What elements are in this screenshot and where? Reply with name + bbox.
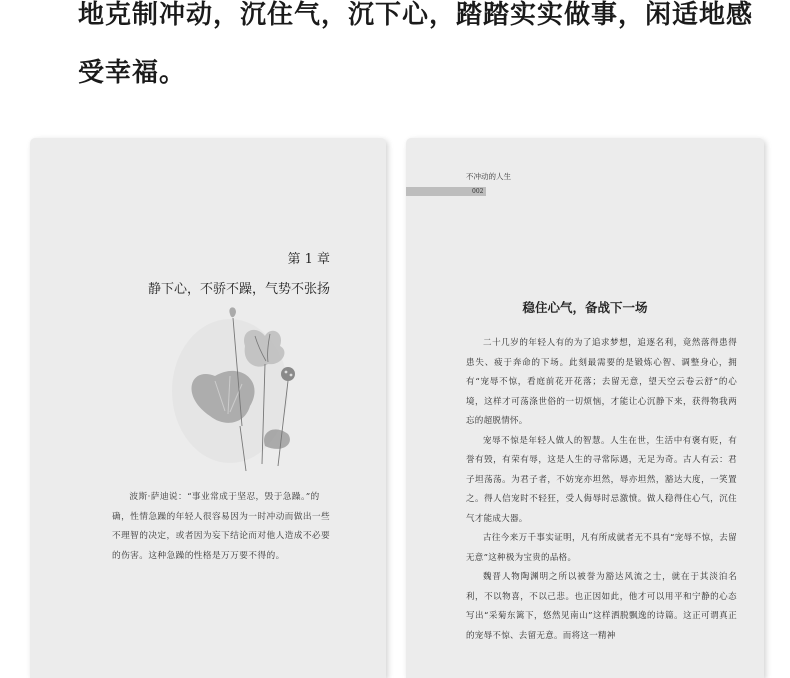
body-text	[466, 334, 737, 646]
body-paragraph: 二十几岁的年轻人有的为了追求梦想，追逐名利，竟然落得患得患失、疲于奔命的下场。此刻最需要的是锻炼心智、调整身心，拥有“宠辱不惊，看庭前花开花落；去留无意，望天空云卷云舒”的心境，这样才可荡涤世俗的一切烦恼，才能让心沉静下来，获得物我两忘的超脱情怀。	[466, 338, 737, 426]
body-paragraph: 魏晋人物陶渊明之所以被誉为豁达风流之士，就在于其淡泊名利，不以物喜，不以己悲。也正因如此，他才可以用平和宁静的心态写出“采菊东篱下，悠然见南山”这样洒脱飘逸的诗篇。这正可谓真正的宠辱不惊、去留无意。而将这一精神	[466, 572, 737, 641]
running-head: 不冲动的人生	[466, 172, 511, 181]
chapter-number: 第 1 章	[287, 252, 330, 267]
book-page-right	[406, 138, 764, 678]
intro-paragraph: 地克制冲动，沉住气，沉下心，踏踏实实做事，闲适地感受幸福。	[78, 0, 754, 88]
body-paragraph: 古往今来万千事实证明，凡有所成就者无不具有“宠辱不惊，去留无意”这种极为宝贵的品格。	[466, 533, 737, 563]
lotus-illustration	[170, 306, 330, 476]
chapter-title: 静下心，不骄不躁，气势不张扬	[147, 282, 330, 297]
page-number: 002	[472, 188, 484, 195]
section-title: 稳住心气，备战下一场	[522, 300, 648, 315]
body-paragraph: 宠辱不惊是年轻人做人的智慧。人生在世，生活中有褒有贬，有誉有毁，有荣有辱，这是人生的寻常际遇，无足为奇。古人有云：君子坦荡荡。为君子者，不妨宠亦坦然，辱亦坦然，豁达大度，一笑置之。得人信宠时不轻狂，受人侮辱时忌激愤。做人稳得住心气，沉住气才能成大器。	[466, 435, 737, 524]
book-page-left	[30, 138, 386, 678]
chapter-epigraph: 波斯·萨迪说：“事业常成于坚忍，毁于急躁。”的确，性情急躁的年轻人很容易因为一时冲动而做出一些不理智的决定，或者因为妄下结论而对他人造成不必要的伤害。这种急躁的性格是万万要不得的。	[112, 492, 331, 561]
